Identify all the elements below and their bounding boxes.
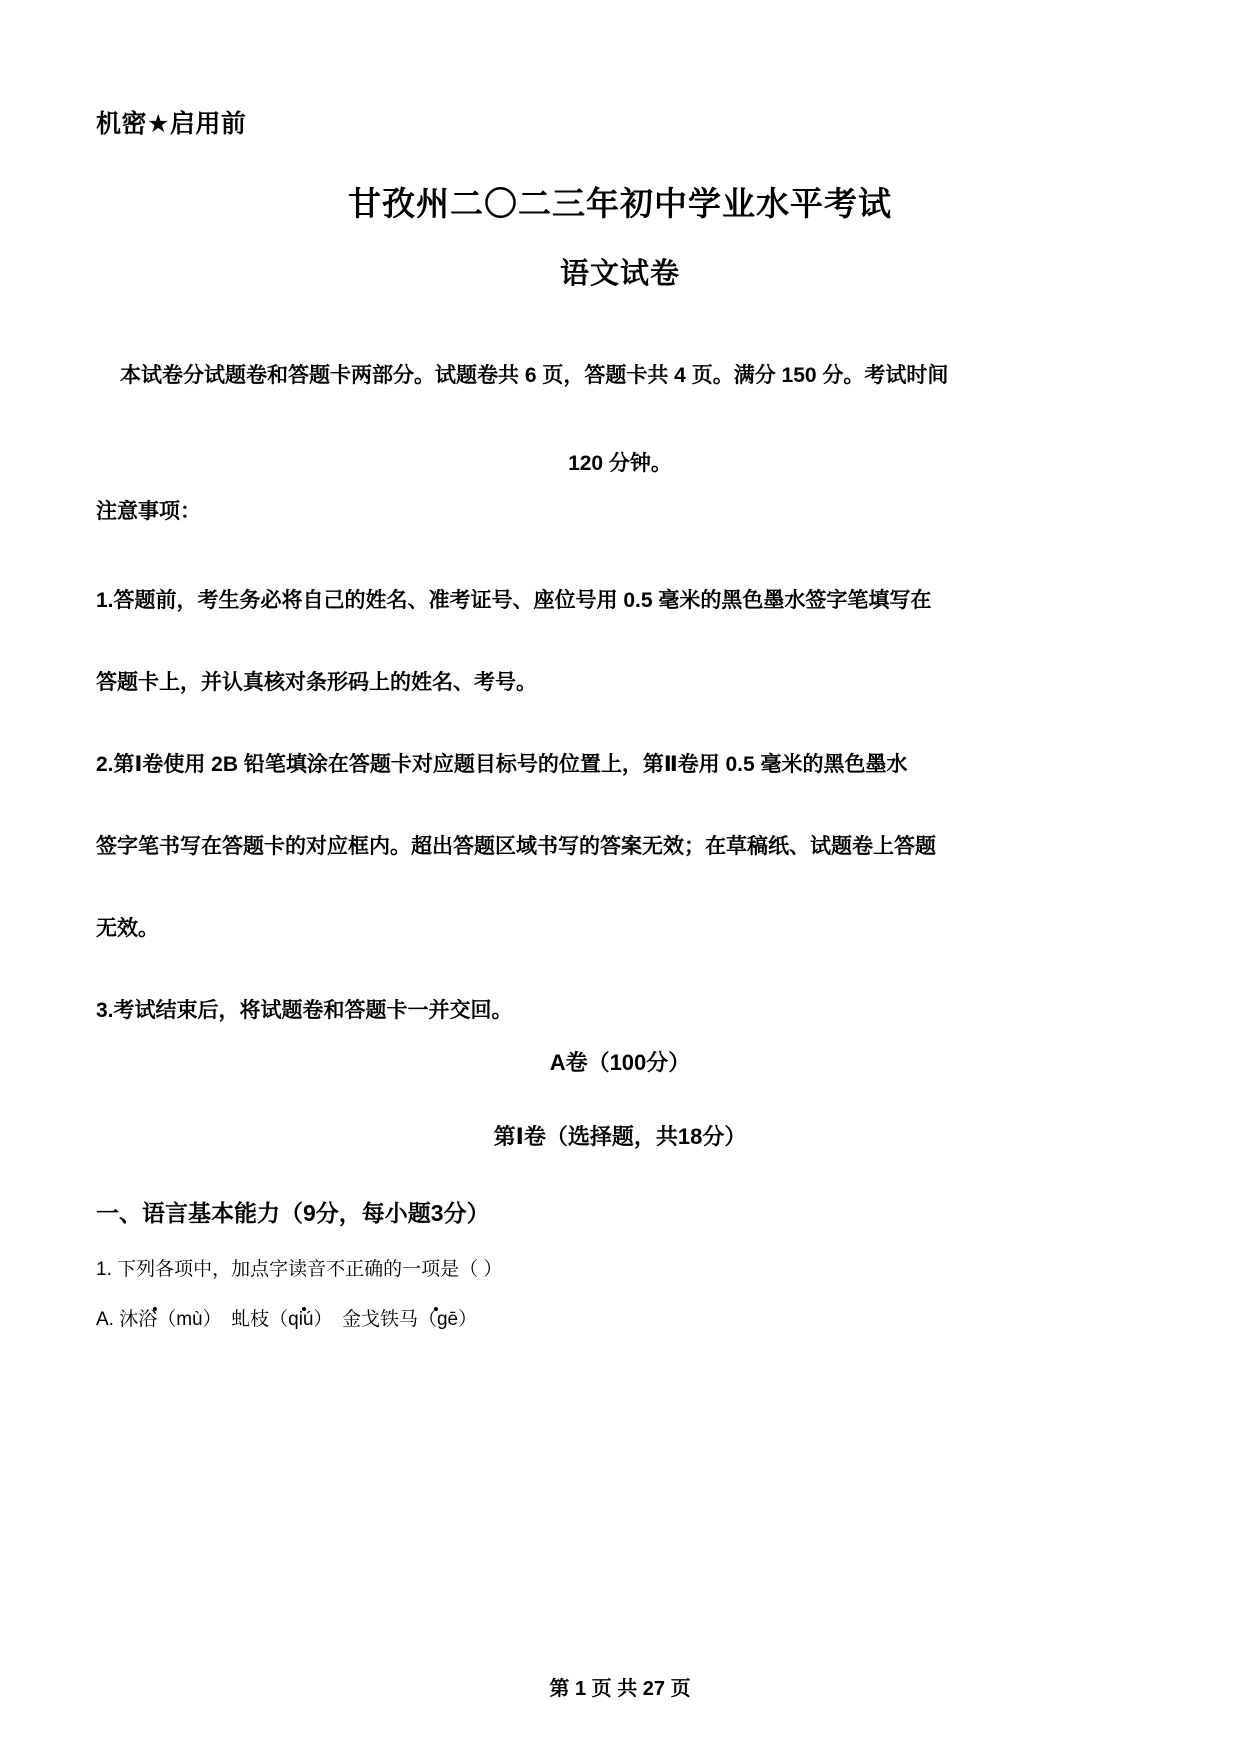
confidential-notice: 机密★启用前 [96,110,247,138]
notes-item-3: 3.考试结束后，将试题卷和答题卡一并交回。 [96,999,513,1022]
notes-item-2-line-2: 签字笔书写在答题卡的对应框内。超出答题区域书写的答案无效；在草稿纸、试题卷上答题 [96,835,936,858]
page-title: 甘孜州二〇二三年初中学业水平考试 [348,185,892,222]
notes-item-2-line-3: 无效。 [96,917,159,940]
notes-item-2-line-1: 2.第Ⅰ卷使用 2B 铅笔填涂在答题卡对应题目标号的位置上，第Ⅱ卷用 0.5 毫米的黑色墨水 [96,753,908,776]
question-1-stem: 1. 下列各项中，加点字读音不正确的一项是（ ） [96,1259,503,1280]
page-footer: 第 1 页 共 27 页 [549,1678,691,1700]
notes-heading: 注意事项： [96,500,201,523]
section-heading-language-basics: 一、语言基本能力（9分，每小题3分） [96,1200,490,1226]
notes-item-1-line-2: 答题卡上，并认真核对条形码上的姓名、考号。 [96,671,537,694]
question-1-option-a: A. 沐浴（mù） 虬枝（qiú） 金戈铁马（gē） [96,1309,478,1330]
exam-intro-line-2: 120 分钟。 [568,452,672,475]
page-subtitle: 语文试卷 [559,258,680,290]
notes-list [96,560,1148,1052]
volume-one-heading: 第Ⅰ卷（选择题，共18分） [493,1124,747,1149]
exam-intro-line-1: 本试卷分试题卷和答题卡两部分。试题卷共 6 页，答题卡共 4 页。满分 150 分。考试时间 [120,364,949,387]
notes-item-1-line-1: 1.答题前，考生务必将自己的姓名、准考证号、座位号用 0.5 毫米的黑色墨水签字笔填写在 [96,589,932,612]
volume-a-heading: A卷（100分） [549,1050,691,1075]
exam-intro [96,332,1144,508]
